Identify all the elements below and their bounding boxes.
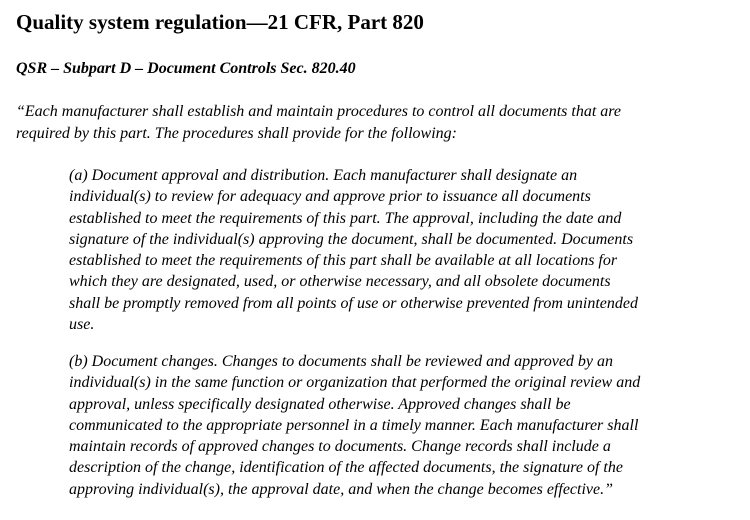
- paragraph-b-line: maintain records of approved changes to documents. Change records shall include a: [69, 438, 611, 456]
- intro-paragraph: [16, 101, 736, 144]
- paragraph-a-line: (a) Document approval and distribution. Each manufacturer shall designate an: [69, 167, 578, 184]
- paragraph-a-line: shall be promptly removed from all points of use or otherwise prevented from unintended: [69, 294, 638, 312]
- paragraph-a-line: established to meet the requirements of this part. The approval, including the date and: [69, 209, 622, 227]
- paragraph-b-line: communicated to the appropriate personnel in a timely manner. Each manufacturer shall: [69, 416, 639, 434]
- paragraph-b-line: approval, unless specifically designated otherwise. Approved changes shall be: [69, 395, 571, 413]
- paragraph-b-line: (b) Document changes. Changes to documents shall be reviewed and approved by an: [69, 353, 614, 370]
- paragraph-a-line: use.: [69, 316, 95, 334]
- paragraph-b-line: individual(s) in the same function or organization that performed the original review and: [69, 374, 641, 392]
- paragraph-a-line: established to meet the requirements of this part shall be available at all locations for: [69, 252, 618, 270]
- intro-line: “Each manufacturer shall establish and maintain procedures to control all documents that are: [16, 103, 621, 120]
- document-title: Quality system regulation—21 CFR, Part 820: [16, 10, 424, 34]
- paragraph-a-line: signature of the individual(s) approving the document, shall be documented. Documents: [69, 230, 634, 248]
- paragraph-a-document-approval: [69, 165, 739, 335]
- intro-line: required by this part. The procedures shall provide for the following:: [16, 124, 457, 142]
- paragraph-b-line: description of the change, identification of the affected documents, the signature of the: [69, 459, 623, 477]
- paragraph-b-document-changes: [69, 351, 739, 500]
- paragraph-a-line: which they are designated, used, or otherwise necessary, and all obsolete documents: [69, 273, 611, 291]
- section-subtitle: QSR – Subpart D – Document Controls Sec. 820.40: [16, 60, 356, 77]
- paragraph-b-line: approving individual(s), the approval date, and when the change becomes effective.”: [69, 480, 614, 498]
- paragraph-a-line: individual(s) to review for adequacy and approve prior to issuance all documents: [69, 188, 591, 206]
